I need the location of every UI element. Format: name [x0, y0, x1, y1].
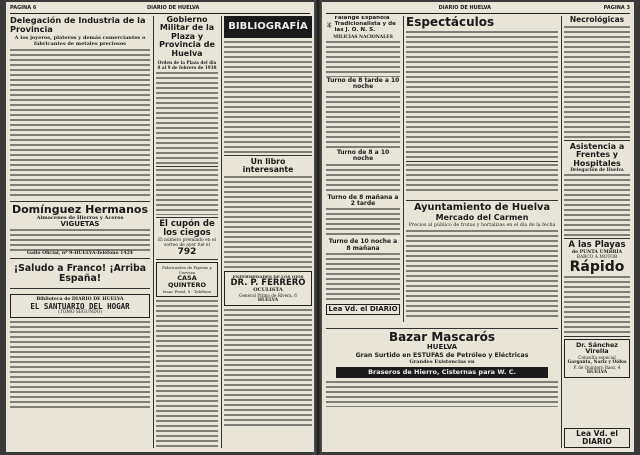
left-column-2	[156, 16, 218, 448]
falange-orders	[326, 41, 400, 77]
sanchez-ad	[564, 339, 630, 378]
bazar-footer-text	[326, 381, 558, 407]
falange-header	[326, 16, 400, 34]
playas-sub: BARCO A MOTOR	[576, 254, 618, 260]
turno-3: Turno de 8 mañana a 2 tarde	[327, 193, 399, 208]
necrologicas-title: Necrológicas	[569, 16, 625, 24]
gobierno-headline: Gobierno Militar de la Plaza y Provincia de Huelva	[159, 16, 215, 58]
turno-4: Turno de 10 noche a 8 mañana	[328, 238, 398, 252]
bazar-line1: Gran Surtido en ESTUFAS de Petróleo y Eléctricas	[355, 351, 529, 359]
bazar-line3: Braseros de Hierro, Cisternas para W. C.	[368, 368, 516, 377]
turno-1-list	[326, 91, 400, 149]
yoke-arrows-icon	[326, 17, 333, 33]
turno-4-list	[326, 253, 400, 303]
dominguez-line1: Almacenes de Hierros y Aceros	[36, 214, 124, 221]
espectaculos-title: Espectáculos	[406, 16, 495, 29]
cupon-title: El cupón de los ciegos	[159, 218, 215, 238]
industria-subhead: A los joyeros, plateros y demás comerciantes o fabricantes de metales preciosos	[14, 35, 146, 48]
mercado-title: Mercado del Carmen	[435, 213, 529, 223]
dominguez-name: Domínguez Hermanos	[11, 203, 149, 217]
turno-3-list	[326, 208, 400, 238]
ferrero-top: ENFERMEDADES DE LOS OJOS	[232, 274, 304, 280]
falange-title: Falange Española Tradicionalista y de las J. O. N. S.	[334, 16, 396, 33]
interesante-body	[224, 176, 312, 268]
necrologicas-body	[564, 26, 630, 138]
turno-1: Turno de 8 tarde a 10 noche	[326, 76, 400, 90]
bazar-braseros-box	[336, 367, 548, 378]
cupon-number: 792	[177, 246, 197, 257]
ferrero-city: HUELVA	[257, 298, 279, 304]
right-page	[322, 2, 634, 452]
right-masthead: DIARIO DE HUELVA	[438, 5, 492, 11]
left-column-3	[224, 16, 312, 448]
gobierno-body	[156, 72, 218, 164]
dominguez-body	[10, 229, 150, 251]
left-col3-lower-text	[224, 309, 312, 429]
gobierno-sub: Orden de la Plaza del día 8 al 9 de febrero de 1938	[157, 59, 217, 70]
left-col2-notes	[156, 169, 218, 215]
right-page-number: PAGINA 3	[603, 5, 630, 11]
sanchez-sub2: Garganta, Nariz y Oídos	[567, 360, 627, 366]
ferrero-ad	[224, 271, 312, 306]
sanchez-address: P. de Quintero Baez, 4	[573, 365, 621, 371]
asistencia-body	[564, 174, 630, 236]
interesante-title: Un libro interesante	[242, 157, 294, 175]
right-column-necrologicas	[564, 16, 630, 448]
right-running-head	[326, 5, 630, 14]
quintero-name: CASA QUINTERO	[167, 274, 207, 290]
left-column-1	[10, 16, 150, 448]
playas-schedule	[564, 276, 630, 334]
biblioteca-box	[10, 294, 150, 319]
franco-banner: ¡Saludo a Franco! ¡Arriba España!	[13, 263, 147, 284]
dominguez-line2: VIGUETAS	[60, 219, 100, 228]
dominguez-address: Gallo Oficial, nº 9-HUELVA-Teléfono 1424	[27, 251, 133, 257]
cupon-text: El número premiado en el sorteo de ayer fué el	[158, 237, 216, 248]
bazar-city: HUELVA	[426, 342, 458, 351]
turno-2: Turno de 8 a 10 noche	[336, 149, 390, 163]
sanchez-city: HUELVA	[586, 370, 608, 376]
left-masthead: DIARIO DE HUELVA	[146, 5, 200, 11]
ayuntamiento-section	[406, 198, 558, 322]
sanchez-sub: Consulta especial	[578, 355, 616, 361]
playas-big: Rápido	[569, 258, 625, 275]
mercado-sub: Precios al público de frutas y hortalizas en el día de la fecha	[408, 222, 556, 228]
falange-sub: MILICIAS NACIONALES	[333, 34, 393, 40]
bazar-line2: Grandes Existencias en	[409, 359, 475, 366]
quintero-top: Fabricantes de Pipetas y Cerveza	[162, 265, 212, 276]
asistencia-sub: Delegación de Huelva	[570, 168, 624, 174]
bazar-ad	[326, 326, 558, 448]
ferrero-name: DR. P. FERRERO	[230, 278, 306, 289]
left-col2-lower-text	[156, 300, 218, 448]
right-column-falange	[326, 16, 400, 322]
biblioteca-label: Biblioteca de DIARIO DE HUELVA	[36, 296, 124, 302]
mercado-price-list	[406, 230, 558, 320]
playas-title: A las Playas	[568, 240, 626, 251]
turno-2-list	[326, 164, 400, 194]
industria-article-body	[10, 49, 150, 199]
left-page	[6, 2, 314, 452]
bibliografia-body	[224, 41, 312, 153]
bazar-name: Bazar Mascarós	[388, 330, 496, 344]
spread-gutter	[314, 0, 322, 455]
espectaculos-notice	[406, 164, 558, 192]
ferrero-address: General Primo de Rivera, 6	[239, 293, 297, 299]
quintero-ad	[156, 262, 218, 297]
right-column-espectaculos	[406, 16, 558, 196]
biblioteca-title: EL SANTUARIO DEL HOGAR	[30, 301, 130, 311]
left-running-head	[10, 5, 310, 14]
ferrero-title: OCULISTA	[253, 287, 283, 294]
biblioteca-serial-text	[10, 321, 150, 411]
bibliografia-banner	[224, 16, 312, 38]
asistencia-title: Asistencia a Frentes y Hospitales	[569, 141, 625, 168]
left-page-number: PAGINA 6	[10, 5, 37, 11]
industria-headline: Delegación de Industria de la Provincia	[10, 16, 146, 34]
lea-diario-big: Lea Vd. el DIARIO	[564, 428, 630, 448]
ayuntamiento-title: Ayuntamiento de Huelva	[413, 202, 551, 213]
lea-diario-small: Lea Vd. el DIARIO	[326, 304, 400, 315]
quintero-address: Isaac Peral, 8 - Teléfono	[162, 288, 212, 294]
espectaculos-body	[406, 31, 558, 159]
bibliografia-title: BIBLIOGRAFÍA	[228, 20, 308, 32]
playas-line: de PUNTA UMBRÍA	[571, 249, 623, 255]
biblioteca-subtitle: (TOMO SEGUNDO)	[58, 310, 102, 316]
sanchez-name: Dr. Sánchez Virella	[575, 340, 619, 356]
